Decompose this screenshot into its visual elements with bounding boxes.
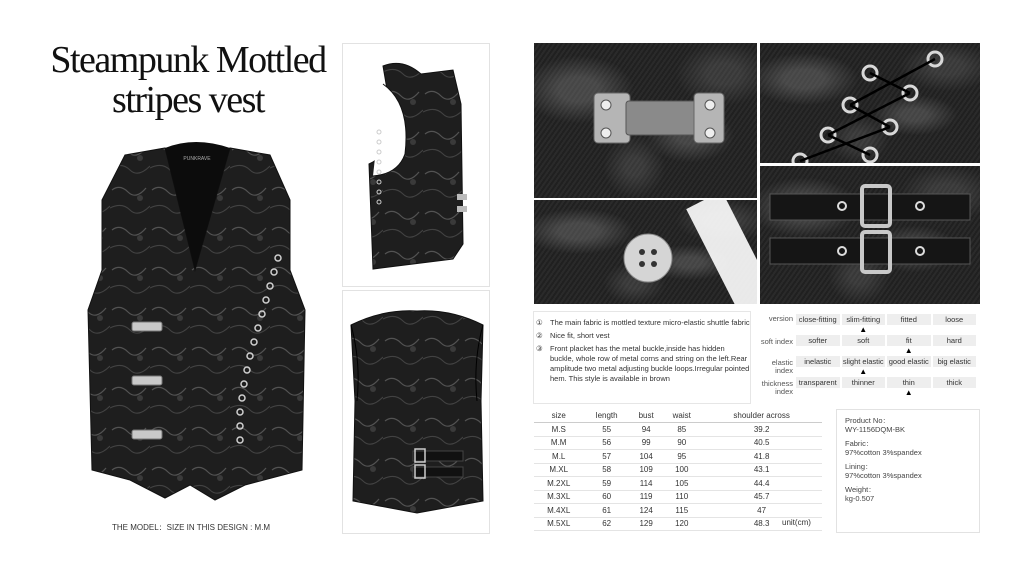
size-table-cell: 104: [630, 450, 662, 464]
size-table-cell: 55: [583, 423, 630, 437]
size-table-cell: 94: [630, 423, 662, 437]
attribute-row-soft: soft index softer soft fit hard ▲: [760, 335, 976, 356]
lining-value: 97%cotton 3%spandex: [845, 471, 922, 480]
size-table-cell: 47: [701, 504, 822, 518]
attribute-row-elastic: elastic index inelastic slight elastic good elastic big elastic ▲: [760, 356, 976, 377]
size-table-cell: 62: [583, 517, 630, 531]
feature-item: ① The main fabric is mottled texture micro-elastic shuttle fabric: [536, 318, 750, 327]
product-info-box: [836, 409, 980, 533]
size-table-cell: 57: [583, 450, 630, 464]
size-table-cell: M.M: [534, 436, 583, 450]
size-table-cell: 119: [630, 490, 662, 504]
size-table-cell: 90: [662, 436, 701, 450]
attribute-row-thickness: thickness index transparent thinner thin thick ▲: [760, 377, 976, 398]
size-table-row: [534, 477, 822, 491]
size-table-cell: 60: [583, 490, 630, 504]
size-table-cell: M.XL: [534, 463, 583, 477]
size-table-cell: 95: [662, 450, 701, 464]
back-view-panel: [342, 290, 490, 534]
lining-label: Lining：: [845, 462, 873, 471]
model-size-caption: THE MODEL：SIZE IN THIS DESIGN : M.M: [112, 523, 271, 532]
size-table-row: [534, 423, 822, 437]
size-table-cell: 44.4: [701, 477, 822, 491]
size-table-cell: M.2XL: [534, 477, 583, 491]
product-title: [38, 40, 338, 120]
size-table-cell: 40.5: [701, 436, 822, 450]
size-table-row: [534, 436, 822, 450]
triangle-marker-icon: ▲: [859, 367, 868, 376]
size-table-row: [534, 517, 822, 531]
size-table-cell: 110: [662, 490, 701, 504]
size-table: [534, 409, 822, 531]
size-table-cell: 115: [662, 504, 701, 518]
triangle-marker-icon: ▲: [859, 325, 868, 334]
size-unit-label: unit(cm): [782, 518, 811, 527]
size-table-cell: 45.7: [701, 490, 822, 504]
size-table-cell: M.S: [534, 423, 583, 437]
size-table-cell: 41.8: [701, 450, 822, 464]
detail-button-photo: [534, 200, 757, 304]
triangle-marker-icon: ▲: [904, 346, 913, 355]
brand-tag: PUNKRAVE: [183, 156, 211, 162]
title-line-2: stripes vest: [112, 79, 264, 121]
product-no-label: Product No：: [845, 416, 891, 425]
fabric-value: 97%cotton 3%spandex: [845, 448, 922, 457]
size-table-row: [534, 504, 822, 518]
weight-value: kg-0.507: [845, 494, 875, 503]
size-table-cell: 114: [630, 477, 662, 491]
size-table-cell: 99: [630, 436, 662, 450]
detail-back-buckles-photo: [760, 166, 980, 304]
size-table-header: size length bust waist shoulder across: [534, 409, 822, 423]
attribute-table: [760, 314, 976, 398]
size-table-cell: 124: [630, 504, 662, 518]
size-table-cell: 39.2: [701, 423, 822, 437]
vest-front-image: [70, 140, 320, 510]
size-table-row: [534, 463, 822, 477]
title-line-1: Steampunk Mottled: [50, 39, 326, 81]
vest-side-image: [343, 44, 490, 287]
feature-item: ③ Front placket has the metal buckle,inside has hidden buckle, whole row of metal corns and string on the left.Rear amplitude two metal adjusting buckle loops.Irregular pointed hem. This style is available in brown: [536, 344, 750, 383]
size-table-cell: 109: [630, 463, 662, 477]
attribute-row-version: version close-fitting slim-fitting fitted loose ▲: [760, 314, 976, 335]
side-view-panel: [342, 43, 490, 287]
fabric-label: Fabric：: [845, 439, 874, 448]
size-table-cell: 105: [662, 477, 701, 491]
product-no-value: WY-1156DQM-BK: [845, 425, 906, 434]
size-table-cell: M.4XL: [534, 504, 583, 518]
size-table-cell: 48.3: [701, 517, 822, 531]
size-table-cell: M.L: [534, 450, 583, 464]
size-table-cell: M.3XL: [534, 490, 583, 504]
size-table-cell: 120: [662, 517, 701, 531]
size-table-row: [534, 450, 822, 464]
detail-clasp-photo: [534, 43, 757, 198]
size-table-cell: 59: [583, 477, 630, 491]
size-table-cell: 43.1: [701, 463, 822, 477]
size-table-cell: M.5XL: [534, 517, 583, 531]
detail-lacing-photo: [760, 43, 980, 163]
triangle-marker-icon: ▲: [904, 388, 913, 397]
feature-list: [536, 318, 750, 387]
feature-item: ② Nice fit, short vest: [536, 331, 610, 340]
vest-back-image: [343, 291, 490, 534]
size-table-cell: 129: [630, 517, 662, 531]
size-table-cell: 56: [583, 436, 630, 450]
size-table-row: [534, 490, 822, 504]
size-table-cell: 61: [583, 504, 630, 518]
weight-label: Weight：: [845, 485, 876, 494]
size-table-cell: 85: [662, 423, 701, 437]
size-table-cell: 100: [662, 463, 701, 477]
size-table-cell: 58: [583, 463, 630, 477]
